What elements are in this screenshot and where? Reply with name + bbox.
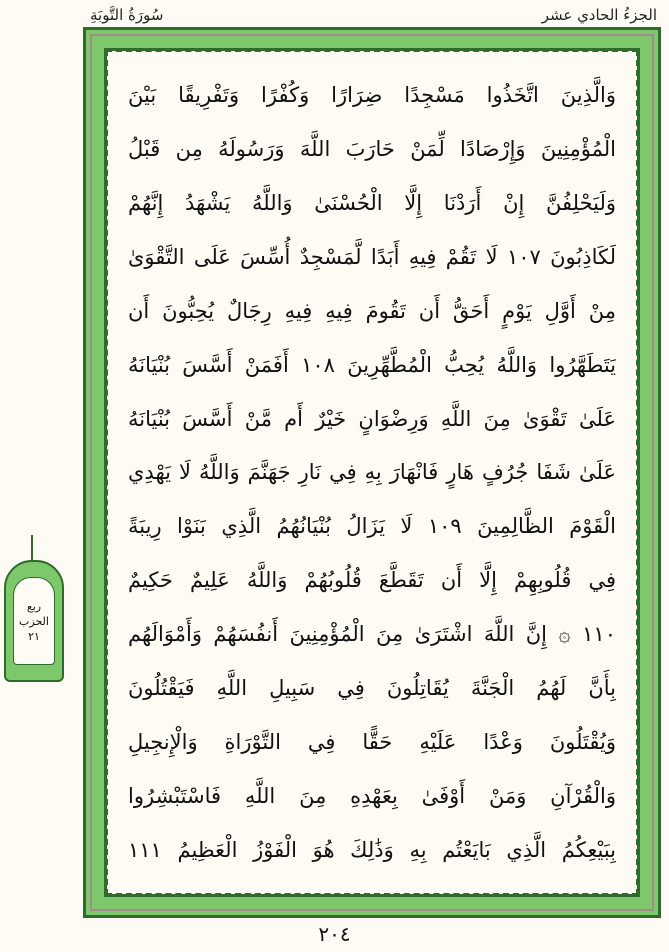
text-line-1: وَالَّذِينَ اتَّخَذُوا مَسْجِدًا ضِرَارًا وَكُفْرًا وَتَفْرِيقًا بَيْنَ <box>128 83 616 107</box>
text-line-6: يَتَطَهَّرُوا وَاللَّهُ يُحِبُّ الْمُطَّهِّرِينَ ١٠٨ أَفَمَنْ أَسَّسَ بُنْيَانَهُ <box>128 352 616 377</box>
text-line-4: لَكَاذِبُونَ ١٠٧ لَا تَقُمْ فِيهِ أَبَدًا لَّمَسْجِدٌ أُسِّسَ عَلَى التَّقْوَىٰ <box>128 244 616 269</box>
sura-header: سُورَةُ التَّوبَةِ <box>90 6 164 24</box>
hizb-marker-stem <box>31 535 33 561</box>
ornamental-frame <box>86 30 658 915</box>
hizb-number: ٢١ <box>28 629 40 643</box>
text-line-9: الْقَوْمَ الظَّالِمِينَ ١٠٩ لَا يَزَالُ بُنْيَانُهُمُ الَّذِي بَنَوْا رِيبَةً <box>128 514 616 539</box>
hizb-marker-inner <box>13 577 55 665</box>
page-number: ٢٠٤ <box>318 922 351 946</box>
text-line-15: بِبَيْعِكُمُ الَّذِي بَايَعْتُم بِهِ وَذَٰلِكَ هُوَ الْفَوْزُ الْعَظِيمُ ١١١ <box>128 837 616 862</box>
text-line-8: عَلَىٰ شَفَا جُرُفٍ هَارٍ فَانْهَارَ بِهِ فِي نَارِ جَهَنَّمَ وَاللَّهُ لَا يَهْدِي <box>128 460 616 485</box>
text-line-14: وَالْقُرْآنِ وَمَنْ أَوْفَىٰ بِعَهْدِهِ مِنَ اللَّهِ فَاسْتَبْشِرُوا <box>128 783 616 808</box>
text-line-13: وَيُقْتَلُونَ وَعْدًا عَلَيْهِ حَقًّا فِي التَّوْرَاةِ وَالْإِنجِيلِ <box>128 730 616 755</box>
text-line-5: مِنْ أَوَّلِ يَوْمٍ أَحَقُّ أَن تَقُومَ فِيهِ فِيهِ رِجَالٌ يُحِبُّونَ أَن <box>128 298 616 323</box>
text-line-7: عَلَىٰ تَقْوَىٰ مِنَ اللَّهِ وَرِضْوَانٍ خَيْرٌ أَم مَّنْ أَسَّسَ بُنْيَانَهُ <box>128 406 616 431</box>
text-line-3: وَلَيَحْلِفُنَّ إِنْ أَرَدْنَا إِلَّا الْحُسْنَىٰ وَاللَّهُ يَشْهَدُ إِنَّهُمْ <box>128 190 616 215</box>
quran-text-block <box>128 70 616 875</box>
hizb-label: الحزب <box>19 614 49 628</box>
text-line-10: فِي قُلُوبِهِمْ إِلَّا أَن تَقَطَّعَ قُلُوبُهُمْ وَاللَّهُ عَلِيمٌ حَكِيمٌ <box>128 568 616 593</box>
text-line-11: ١١٠ ۞ إِنَّ اللَّهَ اشْتَرَىٰ مِنَ الْمُؤْمِنِينَ أَنفُسَهُمْ وَأَمْوَالَهُم <box>128 622 616 647</box>
text-line-2: الْمُؤْمِنِينَ وَإِرْصَادًا لِّمَنْ حَارَبَ اللَّهَ وَرَسُولَهُ مِن قَبْلُ <box>128 136 616 161</box>
text-line-12: بِأَنَّ لَهُمُ الْجَنَّةَ يُقَاتِلُونَ فِي سَبِيلِ اللَّهِ فَيَقْتُلُونَ <box>128 676 616 701</box>
juz-header: الجزءُ الحادي عشر <box>541 6 657 24</box>
hizb-marker <box>4 560 64 682</box>
hizb-rub-label: ربع <box>26 599 42 613</box>
